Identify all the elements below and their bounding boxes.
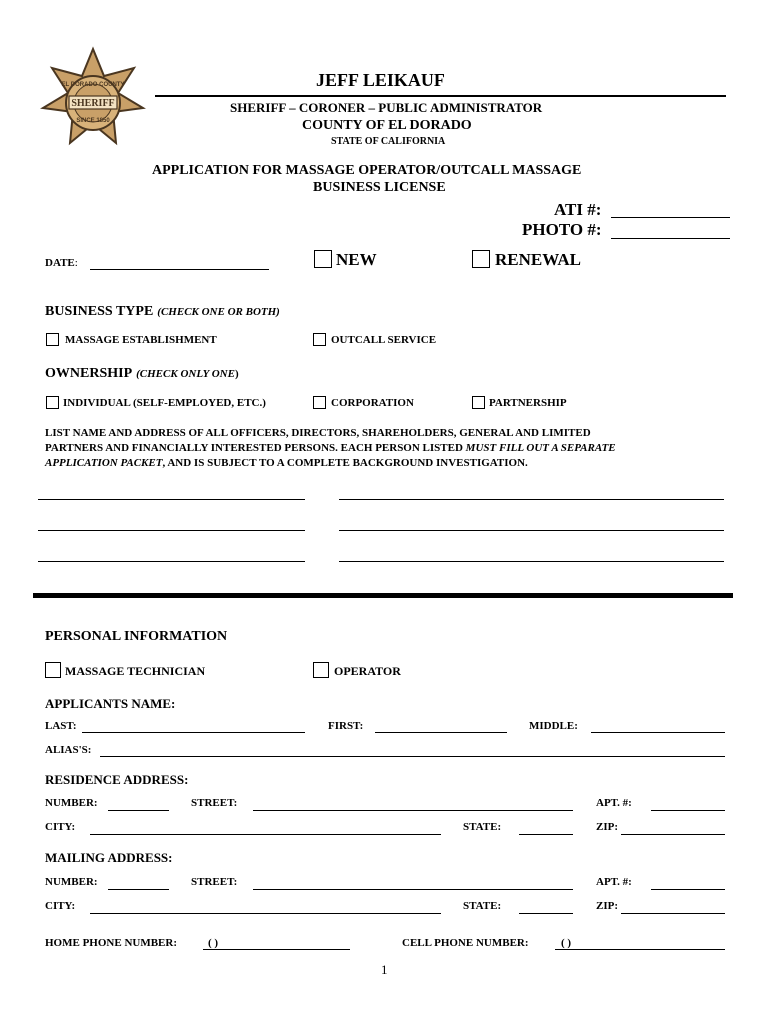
header-rule [155, 95, 726, 97]
instructions-line3: APPLICATION PACKET, AND IS SUBJECT TO A COMPLETE BACKGROUND INVESTIGATION. [45, 457, 528, 469]
residence-address-heading: RESIDENCE ADDRESS: [45, 772, 189, 787]
mailing-street-field[interactable] [253, 889, 573, 890]
residence-zip-field[interactable] [621, 834, 725, 835]
home-phone-field[interactable] [203, 949, 350, 950]
residence-street-field[interactable] [253, 810, 573, 811]
massage-establishment-label: MASSAGE ESTABLISHMENT [65, 334, 217, 346]
officer-address-field-1[interactable] [339, 499, 724, 500]
sheriff-title: SHERIFF – CORONER – PUBLIC ADMINISTRATOR [230, 100, 543, 115]
first-name-field[interactable] [375, 732, 507, 733]
mailing-street-label: STREET: [191, 876, 238, 888]
cell-phone-label: CELL PHONE NUMBER: [402, 937, 529, 949]
residence-apt-label: APT. #: [596, 797, 632, 809]
renewal-checkbox[interactable] [472, 250, 490, 268]
operator-checkbox[interactable] [313, 662, 329, 678]
last-name-field[interactable] [82, 732, 305, 733]
individual-checkbox[interactable] [46, 396, 59, 409]
photo-label: PHOTO #: [522, 220, 602, 239]
residence-number-field[interactable] [108, 810, 169, 811]
partnership-checkbox[interactable] [472, 396, 485, 409]
instructions-line2: PARTNERS AND FINANCIALLY INTERESTED PERSONS. EACH PERSON LISTED MUST FILL OUT A SEPARATE [45, 442, 616, 454]
page-number: 1 [381, 962, 388, 977]
cell-phone-field[interactable] [555, 949, 725, 950]
mailing-state-label: STATE: [463, 900, 502, 912]
officer-name-field-3[interactable] [38, 561, 305, 562]
residence-state-field[interactable] [519, 834, 573, 835]
residence-city-field[interactable] [90, 834, 441, 835]
residence-city-label: CITY: [45, 821, 76, 833]
mailing-address-heading: MAILING ADDRESS: [45, 850, 173, 865]
mailing-city-field[interactable] [90, 913, 441, 914]
badge-bottom-text: SINCE 1850 [76, 118, 110, 124]
partnership-label: PARTNERSHIP [489, 397, 567, 409]
mailing-zip-label: ZIP: [596, 900, 618, 912]
date-field[interactable] [90, 269, 269, 270]
outcall-service-checkbox[interactable] [313, 333, 326, 346]
mailing-zip-field[interactable] [621, 913, 725, 914]
corporation-checkbox[interactable] [313, 396, 326, 409]
officer-address-field-2[interactable] [339, 530, 724, 531]
form-title-line2: BUSINESS LICENSE [313, 180, 446, 195]
residence-state-label: STATE: [463, 821, 502, 833]
date-label: DATE: [45, 257, 78, 269]
instructions-line1: LIST NAME AND ADDRESS OF ALL OFFICERS, DIRECTORS, SHAREHOLDERS, GENERAL AND LIMITED [45, 427, 591, 439]
cell-phone-paren: ( ) [561, 937, 572, 949]
mailing-city-label: CITY: [45, 900, 76, 912]
officer-name-field-1[interactable] [38, 499, 305, 500]
county-name: COUNTY OF EL DORADO [302, 118, 472, 133]
photo-field[interactable] [611, 238, 730, 239]
middle-name-field[interactable] [591, 732, 725, 733]
corporation-label: CORPORATION [331, 397, 414, 409]
ati-label: ATI #: [554, 200, 602, 219]
mailing-state-field[interactable] [519, 913, 573, 914]
state-name: STATE OF CALIFORNIA [331, 136, 446, 147]
officer-name-field-2[interactable] [38, 530, 305, 531]
section-divider [33, 593, 733, 598]
alias-label: ALIAS'S: [45, 744, 92, 756]
massage-establishment-checkbox[interactable] [46, 333, 59, 346]
individual-label: INDIVIDUAL (SELF-EMPLOYED, ETC.) [63, 397, 266, 409]
business-type-heading: BUSINESS TYPE (CHECK ONE OR BOTH) [45, 304, 280, 319]
officer-address-field-3[interactable] [339, 561, 724, 562]
last-name-label: LAST: [45, 720, 77, 732]
personal-info-heading: PERSONAL INFORMATION [45, 629, 228, 644]
sheriff-badge-logo [38, 46, 148, 156]
mailing-apt-field[interactable] [651, 889, 725, 890]
sheriff-name: JEFF LEIKAUF [316, 70, 445, 90]
mailing-number-field[interactable] [108, 889, 169, 890]
massage-technician-checkbox[interactable] [45, 662, 61, 678]
massage-technician-label: MASSAGE TECHNICIAN [65, 664, 206, 678]
form-title-line1: APPLICATION FOR MASSAGE OPERATOR/OUTCALL MASSAGE [152, 163, 582, 178]
middle-name-label: MIDDLE: [529, 720, 578, 732]
ati-field[interactable] [611, 217, 730, 218]
mailing-number-label: NUMBER: [45, 876, 98, 888]
first-name-label: FIRST: [328, 720, 364, 732]
renewal-label: RENEWAL [495, 250, 581, 269]
residence-street-label: STREET: [191, 797, 238, 809]
new-label: NEW [336, 250, 377, 269]
applicants-name-heading: APPLICANTS NAME: [45, 696, 176, 711]
home-phone-label: HOME PHONE NUMBER: [45, 937, 177, 949]
residence-number-label: NUMBER: [45, 797, 98, 809]
mailing-apt-label: APT. #: [596, 876, 632, 888]
badge-center-text: SHERIFF [71, 98, 115, 109]
outcall-service-label: OUTCALL SERVICE [331, 334, 437, 346]
alias-field[interactable] [100, 756, 725, 757]
ownership-heading: OWNERSHIP (CHECK ONLY ONE) [45, 366, 239, 381]
new-checkbox[interactable] [314, 250, 332, 268]
home-phone-paren: ( ) [208, 937, 219, 949]
residence-zip-label: ZIP: [596, 821, 618, 833]
operator-label: OPERATOR [334, 664, 401, 678]
badge-top-text: EL DORADO COUNTY [61, 82, 125, 88]
residence-apt-field[interactable] [651, 810, 725, 811]
